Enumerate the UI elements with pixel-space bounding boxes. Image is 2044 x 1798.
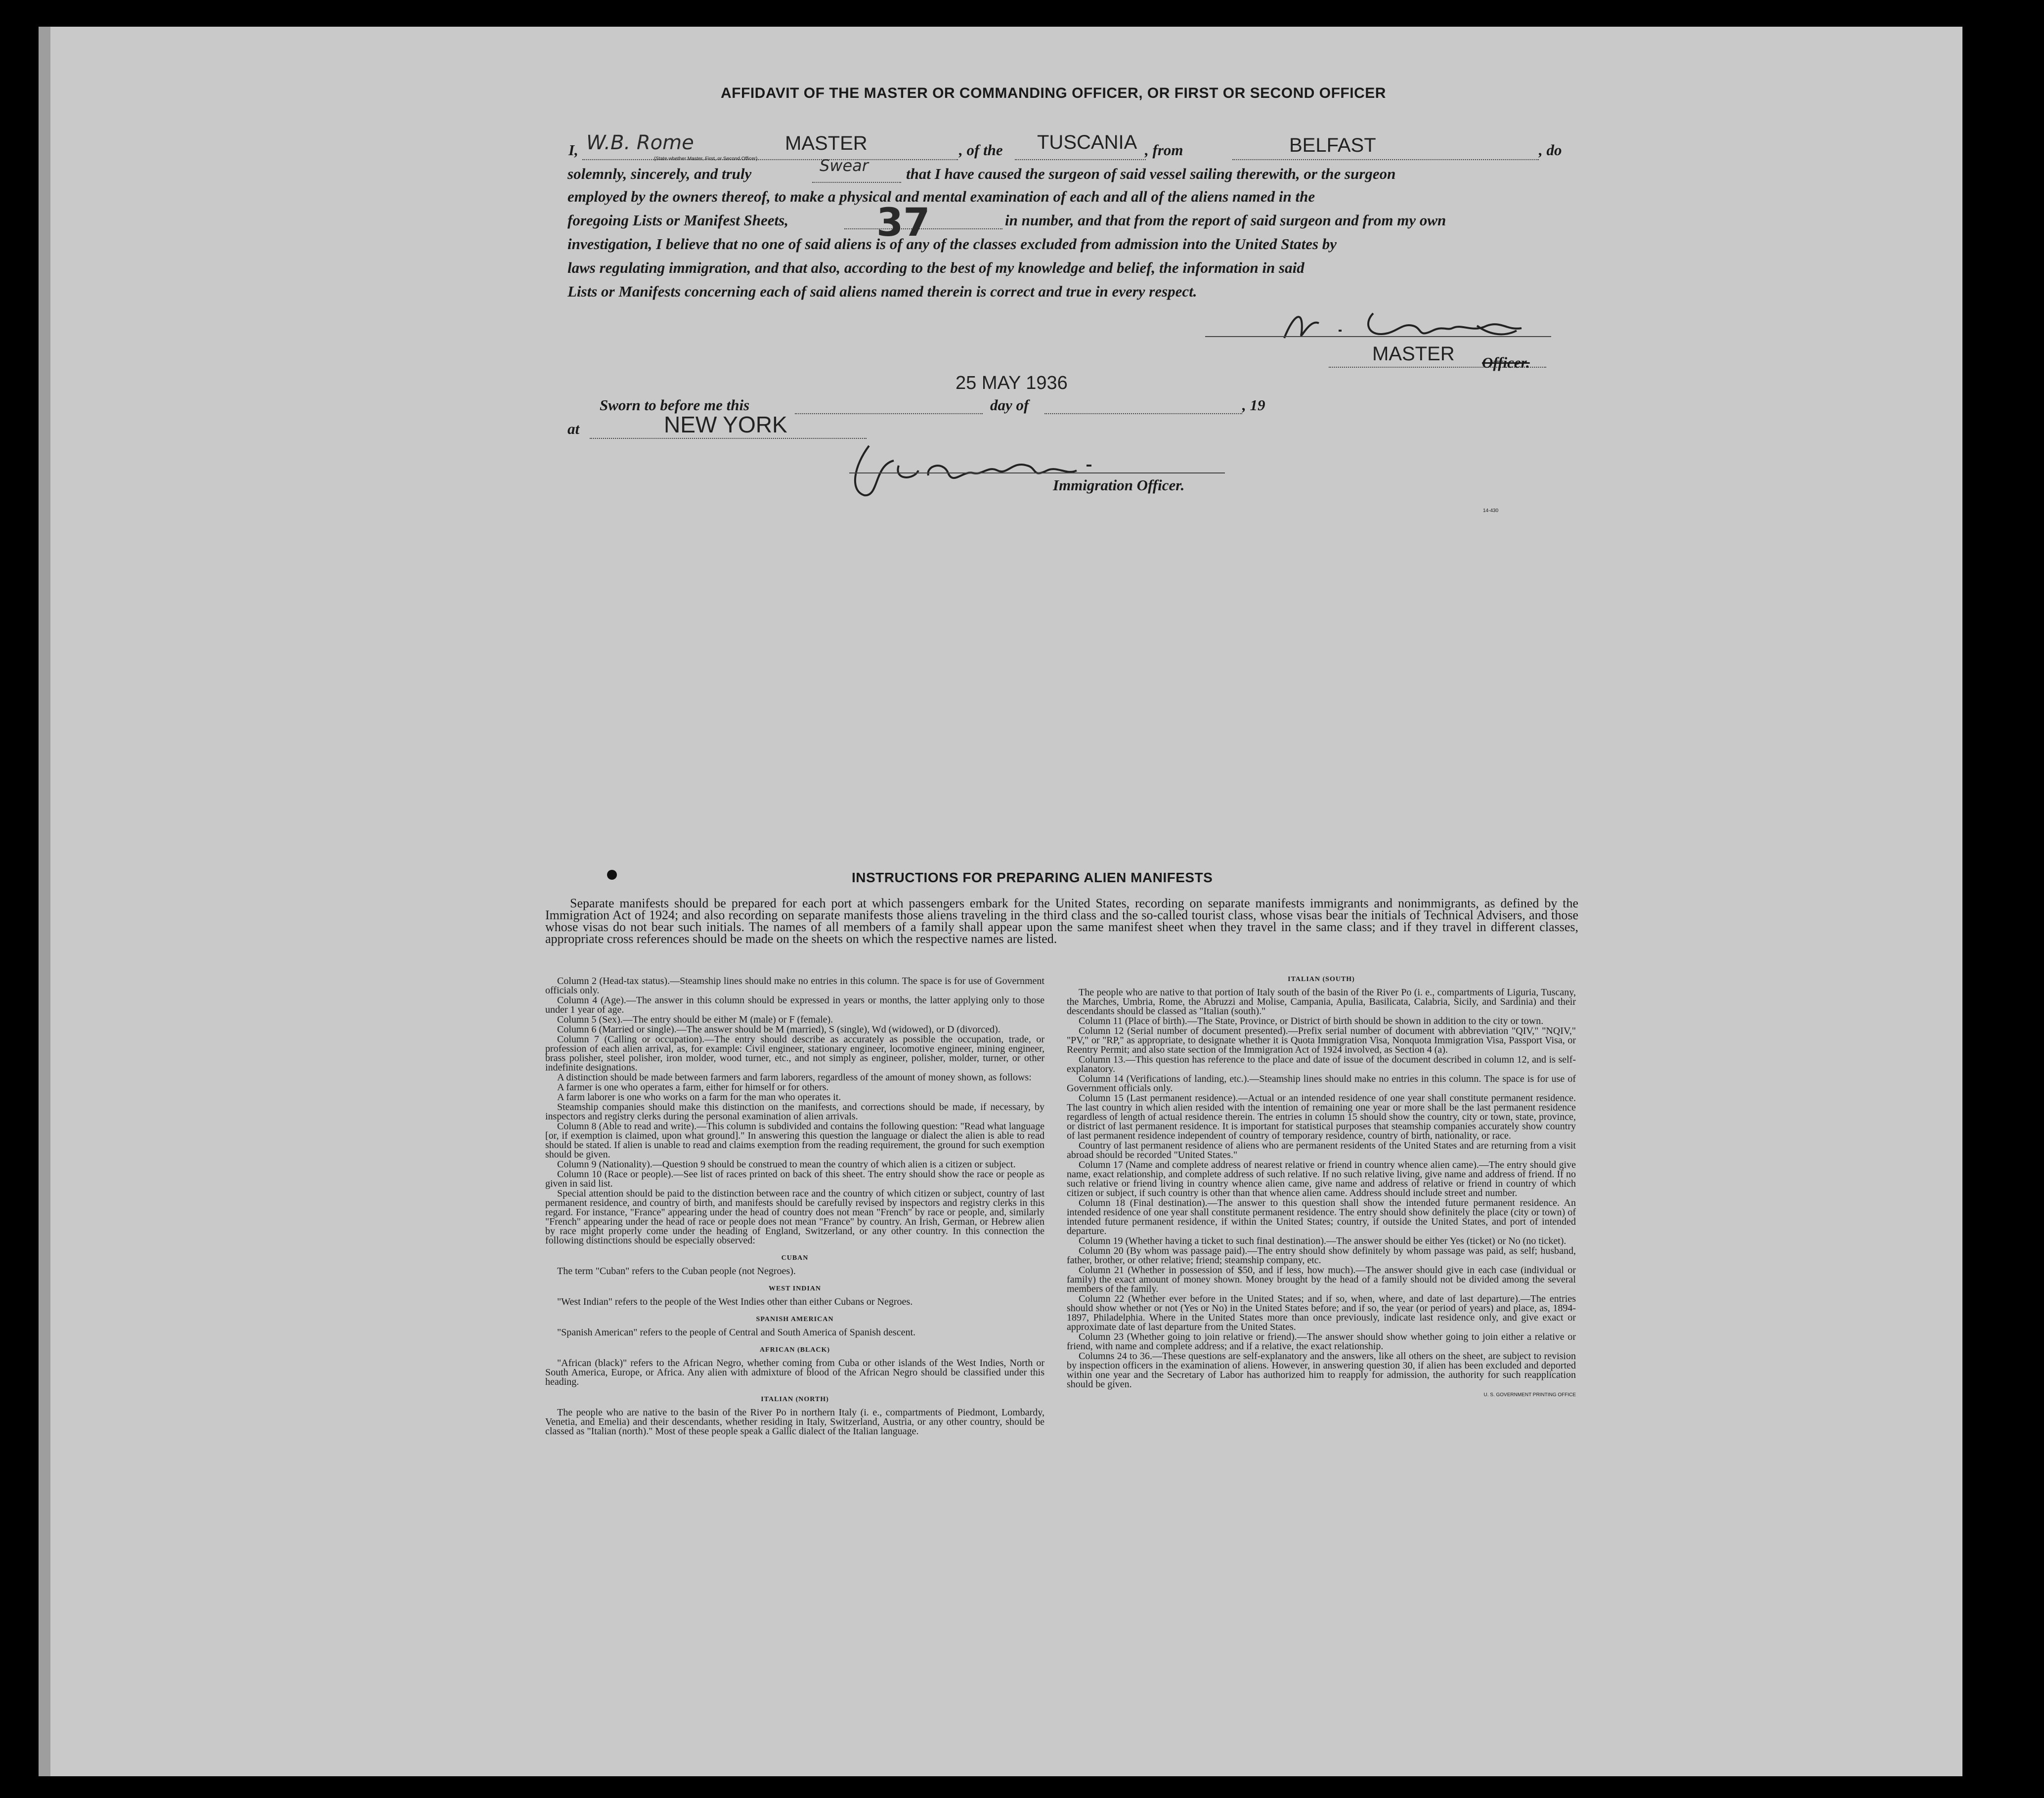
right-col-para: Column 20 (By whom was passage paid).—The entry should show definitely by whom passage was paid, as self; husband, father, brother, or other relative; friend; steamship company, etc. — [1067, 1245, 1576, 1266]
affidavit-line-4b: in number, and that from the report of said surgeon and from my own — [1005, 212, 1446, 229]
officer-label: Officer. — [1482, 354, 1530, 371]
left-col-para: Column 10 (Race or people).—See list of races printed on back of this sheet. The entry should show the race or people as given in said list. — [545, 1169, 1044, 1189]
right-col-para: Column 17 (Name and complete address of nearest relative or friend in country whence alien came).—The entry should give name, exact relationship, and complete address of such relative. If no such relative living, give name and address of friend. If no such relative or friend living in country whence alien came, give name and address of relative or friend in country of which citizen or subject, if such country is other than that whence alien came. Address should include street and number. — [1067, 1159, 1576, 1199]
left-col-para: Column 5 (Sex).—The entry should be either M (male) or F (female). — [557, 1014, 833, 1025]
master-signature-line — [1205, 336, 1551, 337]
left-col-para: A farm laborer is one who works on a farm for the man who operates it. — [557, 1092, 841, 1103]
master-name-handwritten: W.B. Rome — [586, 131, 694, 154]
do-label: , do — [1539, 141, 1562, 159]
binder-hole — [1977, 1520, 1991, 1541]
port-name: BELFAST — [1289, 134, 1376, 156]
binder-hole — [1977, 236, 1991, 258]
african-heading: AFRICAN (BLACK) — [759, 1346, 830, 1354]
swear-handwritten: Swear — [820, 156, 869, 175]
instructions-title: INSTRUCTIONS FOR PREPARING ALIEN MANIFESTS — [852, 870, 1213, 885]
left-col-para: Column 9 (Nationality).—Question 9 should be construed to mean the country of which alien is a citizen or subject. — [557, 1159, 1016, 1170]
affidavit-line-2a: solemnly, sincerely, and truly — [567, 165, 752, 182]
west-indian-text: "West Indian" refers to the people of the West Indies other than either Cubans or Negroes. — [557, 1296, 913, 1307]
right-col-para: Column 11 (Place of birth).—The State, Province, or District of birth should be shown in addition to the city or town. — [1079, 1016, 1544, 1027]
rank-note: (State whether Master, First, or Second Officer) — [654, 156, 758, 162]
swear-field-line — [812, 182, 901, 183]
vessel-field-line — [1015, 159, 1146, 160]
italian-north-text: The people who are native to the basin of the River Po in northern Italy (i. e., compartments of Piedmont, Lombardy, Venetia, and Emelia) and their descendants, whether residing in Italy, Switzerland, Austria, or any other country, should be classed as "Italian (north)." Most of these people speak a Gallic dialect of the Italian language. — [545, 1407, 1044, 1437]
right-col-para: Column 22 (Whether ever before in the United States; and if so, when, where, and date of last departure).—The entries should show whether or not (Yes or No) in the United States before; and if so, the year (or period of years) and place, as, 1894-1897, Philadelphia. Where in the United States more than once previously, indicate last residence only, and give exact or approximate date of last departure from the United States. — [1067, 1293, 1576, 1332]
printer-imprint: U. S. GOVERNMENT PRINTING OFFICE — [1483, 1392, 1576, 1398]
sworn-date-stamp: 25 MAY 1936 — [956, 373, 1068, 393]
instructions-right-column — [1067, 975, 1576, 1400]
west-indian-heading: WEST INDIAN — [768, 1285, 822, 1292]
affidavit-line-5: investigation, I believe that no one of said aliens is of any of the classes excluded from admission into the United States by — [567, 235, 1337, 253]
name-field-line — [582, 159, 958, 160]
italian-south-heading: ITALIAN (SOUTH) — [1288, 976, 1355, 983]
binder-hole — [1977, 563, 1991, 585]
binder-hole — [1977, 319, 1991, 341]
at-label: at — [567, 420, 580, 437]
right-col-para: The people who are native to that portion of Italy south of the basin of the River Po (i. e., compartments of Liguria, Tuscany, the Marches, Umbria, Rome, the Abruzzi and Molise, Campania, Apulia, Basilicata, Calabria, Sicily, and Sardinia) and their descendants should be classed as "Italian (south)." — [1067, 987, 1576, 1017]
left-col-para: Column 8 (Able to read and write).—This column is subdivided and contains the following question: "Read what language [or, if exemption is claimed, upon what ground]." In answering this question the language or dialect the alien is able to read should be stated. If alien is unable to read and claims exemption from the reading requirement, the ground for such exemption should be given. — [545, 1121, 1044, 1160]
binder-hole — [1977, 1107, 1991, 1129]
immigration-officer-label: Immigration Officer. — [1053, 476, 1185, 494]
binder-hole — [1977, 1438, 1991, 1460]
form-number: 14-430 — [1483, 508, 1499, 514]
italian-north-heading: ITALIAN (NORTH) — [761, 1396, 829, 1403]
right-col-para: Column 18 (Final destination).—The answer to this question shall show the intended future permanent residence. An intended residence of one year shall constitute permanent residence. The entry should show definitely the place (city or town) of intended future permanent residence, if within the United States; country, if outside the United States, and port of intended departure. — [1067, 1198, 1576, 1237]
place-line — [590, 438, 867, 439]
affidavit-line-6: laws regulating immigration, and that also, according to the best of my knowledge and belief, the information in said — [567, 259, 1305, 276]
right-col-para: Columns 24 to 36.—These questions are self-explanatory and the answers, like all others on the sheet, are subject to revision by inspection officers in the examination of aliens. However, in answering question 30, if alien has been excluded and deported within one year and the Secretary of Labor has authorized him to reapply for admission, the authority for such reapplication should be given. — [1067, 1351, 1576, 1390]
left-col-para: A farmer is one who operates a farm, either for himself or for others. — [557, 1082, 829, 1093]
left-col-para: Column 4 (Age).—The answer in this column should be expressed in years or months, the latter applying only to those under 1 year of age. — [545, 995, 1044, 1015]
port-field-line — [1232, 159, 1539, 160]
right-col-para: Column 19 (Whether having a ticket to such final destination).—The answer should be either Yes (ticket) or No (no ticket). — [1079, 1236, 1566, 1246]
right-col-para: Column 21 (Whether in possession of $50, and if less, how much).—The answer should give in each case (individual or family) the exact amount of money shown. Money brought by the head of a family should not be divided among the several members of the family. — [1067, 1265, 1576, 1294]
right-col-para: Column 14 (Verifications of landing, etc.).—Steamship lines should make no entries in this column. The space is for use of Government officials only. — [1067, 1073, 1576, 1094]
sworn-label: Sworn to before me this — [600, 396, 750, 414]
affidavit-title: AFFIDAVIT OF THE MASTER OR COMMANDING OFFICER, OR FIRST OR SECOND OFFICER — [721, 85, 1386, 101]
affidavit-line-4a: foregoing Lists or Manifest Sheets, — [567, 212, 788, 229]
binder-hole — [1977, 646, 1991, 668]
sheet-count-handwritten: 37 — [876, 201, 930, 245]
ink-spot — [607, 870, 617, 880]
binder-hole — [1977, 1189, 1991, 1210]
left-col-para: Special attention should be paid to the distinction between race and the country of which citizen or subject, country of last permanent residence, and country of birth, and manifests should be carefully revised by inspectors and registry clerks in this regard. For instance, "France" appearing under the head of country does not mean "French" by race or people, and, similarly "French" appearing under the head of race or people does not mean "France" by country. An Irish, German, or Hebrew alien by race might properly come under the heading of England, Switzerland, or any other country. In this connection the following distinctions should be especially observed: — [545, 1188, 1044, 1246]
document-sheet — [39, 27, 1962, 1776]
left-col-para: Column 2 (Head-tax status).—Steamship lines should make no entries in this column. The space is for use of Government officials only. — [545, 976, 1044, 996]
right-col-para: Column 13.—This question has reference to the place and date of issue of the document described in column 12, and is self-explanatory. — [1067, 1054, 1576, 1074]
right-col-para: Column 12 (Serial number of document presented).—Prefix serial number of document with abbreviation "QIV," "NQIV," "PV," or "RP," as appropriate, to designate whether it is Quota Immigration Visa, Nonquota Immigration Visa, Passport Visa, or Reentry Permit; and also state section of the Immigration Act of 1924 involved, as Section 4 (a). — [1067, 1026, 1576, 1055]
sworn-day-line — [795, 413, 983, 414]
right-col-para: Column 15 (Last permanent residence).—Actual or an intended residence of one year shall constitute permanent residence. The last country in which alien resided with the intention of remaining one year or more shall be the last permanent residence regardless of length of actual residence therein. The entries in column 15 should show the country, city or town, state, province, or district of last permanent residence. It is important for statistical purposes that steamship companies accurately show country of last permanent residence independent of country of temporary residence, country of birth, nationality, or race. — [1067, 1093, 1576, 1141]
vessel-name: TUSCANIA — [1037, 131, 1137, 153]
rank-typed: MASTER — [785, 132, 868, 154]
right-col-para: Country of last permanent residence of aliens who are permanent residents of the United States and are returning from a visit abroad should be recorded "United States." — [1067, 1140, 1576, 1160]
spanish-american-text: "Spanish American" refers to the people of Central and South America of Spanish descent. — [557, 1327, 916, 1338]
cuban-heading: CUBAN — [781, 1254, 809, 1262]
affidavit-line-7: Lists or Manifests concerning each of said aliens named therein is correct and true in every respect. — [567, 283, 1197, 300]
from-label: , from — [1145, 141, 1183, 159]
left-col-para: Column 7 (Calling or occupation).—The entry should describe as accurately as possible the occupation, trade, or profession of each alien arrival, as, for example: Civil engineer, stationary engineer, locomotive engineer, mining engineer, brass polisher, steel polisher, iron molder, wood turner, etc., and not simply as engineer, polisher, molder, turner, or other indefinite designations. — [545, 1034, 1044, 1073]
affidavit-line-2b: that I have caused the surgeon of said vessel sailing therewith, or the surgeon — [906, 165, 1396, 182]
left-col-para: Column 6 (Married or single).—The answer should be M (married), S (single), Wd (widowed), or D (divorced). — [557, 1024, 1000, 1035]
left-col-para: Steamship companies should make this distinction on the manifests, and corrections should be made, if necessary, by inspectors and registry clerks during the personal examination of alien arrivals. — [545, 1102, 1044, 1122]
place-name: NEW YORK — [664, 412, 787, 437]
spanish-american-heading: SPANISH AMERICAN — [756, 1316, 834, 1323]
right-col-para: Column 23 (Whether going to join relative or friend).—The answer should show whether going to join either a relative or friend, with name and complete address; and if a relative, the exact relationship. — [1067, 1331, 1576, 1352]
left-col-para: A distinction should be made between farmers and farm laborers, regardless of the amount of money shown, as follows: — [557, 1072, 1032, 1083]
cuban-text: The term "Cuban" refers to the Cuban people (not Negroes). — [557, 1266, 796, 1277]
affidavit-line-3: employed by the owners thereof, to make a physical and mental examination of each and all of the aliens named in the — [567, 188, 1315, 205]
of-the-label: , of the — [959, 141, 1003, 159]
day-of-label: day of — [990, 396, 1029, 414]
sworn-month-line — [1044, 413, 1242, 414]
instructions-intro: Separate manifests should be prepared for each port at which passengers embark for the United States, recording on separate manifests immigrants and nonimmigrants, as defined by the Immigration Act of 1924; and also recording on separate manifests those aliens traveling in the third class and the so-called tourist class, whose visas bear the initials of Technical Advisers, and those whose visas do not bear such initials. The names of all members of a family shall appear upon the same manifest sheet when they travel in the same class; and if they travel in different classes, appropriate cross references should be made on the sheets on which the respective names are listed. — [545, 896, 1578, 946]
i-label: I, — [568, 141, 578, 159]
year-label: , 19 — [1242, 396, 1265, 414]
instructions-left-column — [545, 977, 1044, 1437]
signature-rank: MASTER — [1372, 343, 1455, 365]
african-text: "African (black)" refers to the African Negro, whether coming from Cuba or other islands of the West Indies, North or South America, Europe, or Africa. Any alien with admixture of blood of the African Negro should be classified under this heading. — [545, 1358, 1044, 1387]
